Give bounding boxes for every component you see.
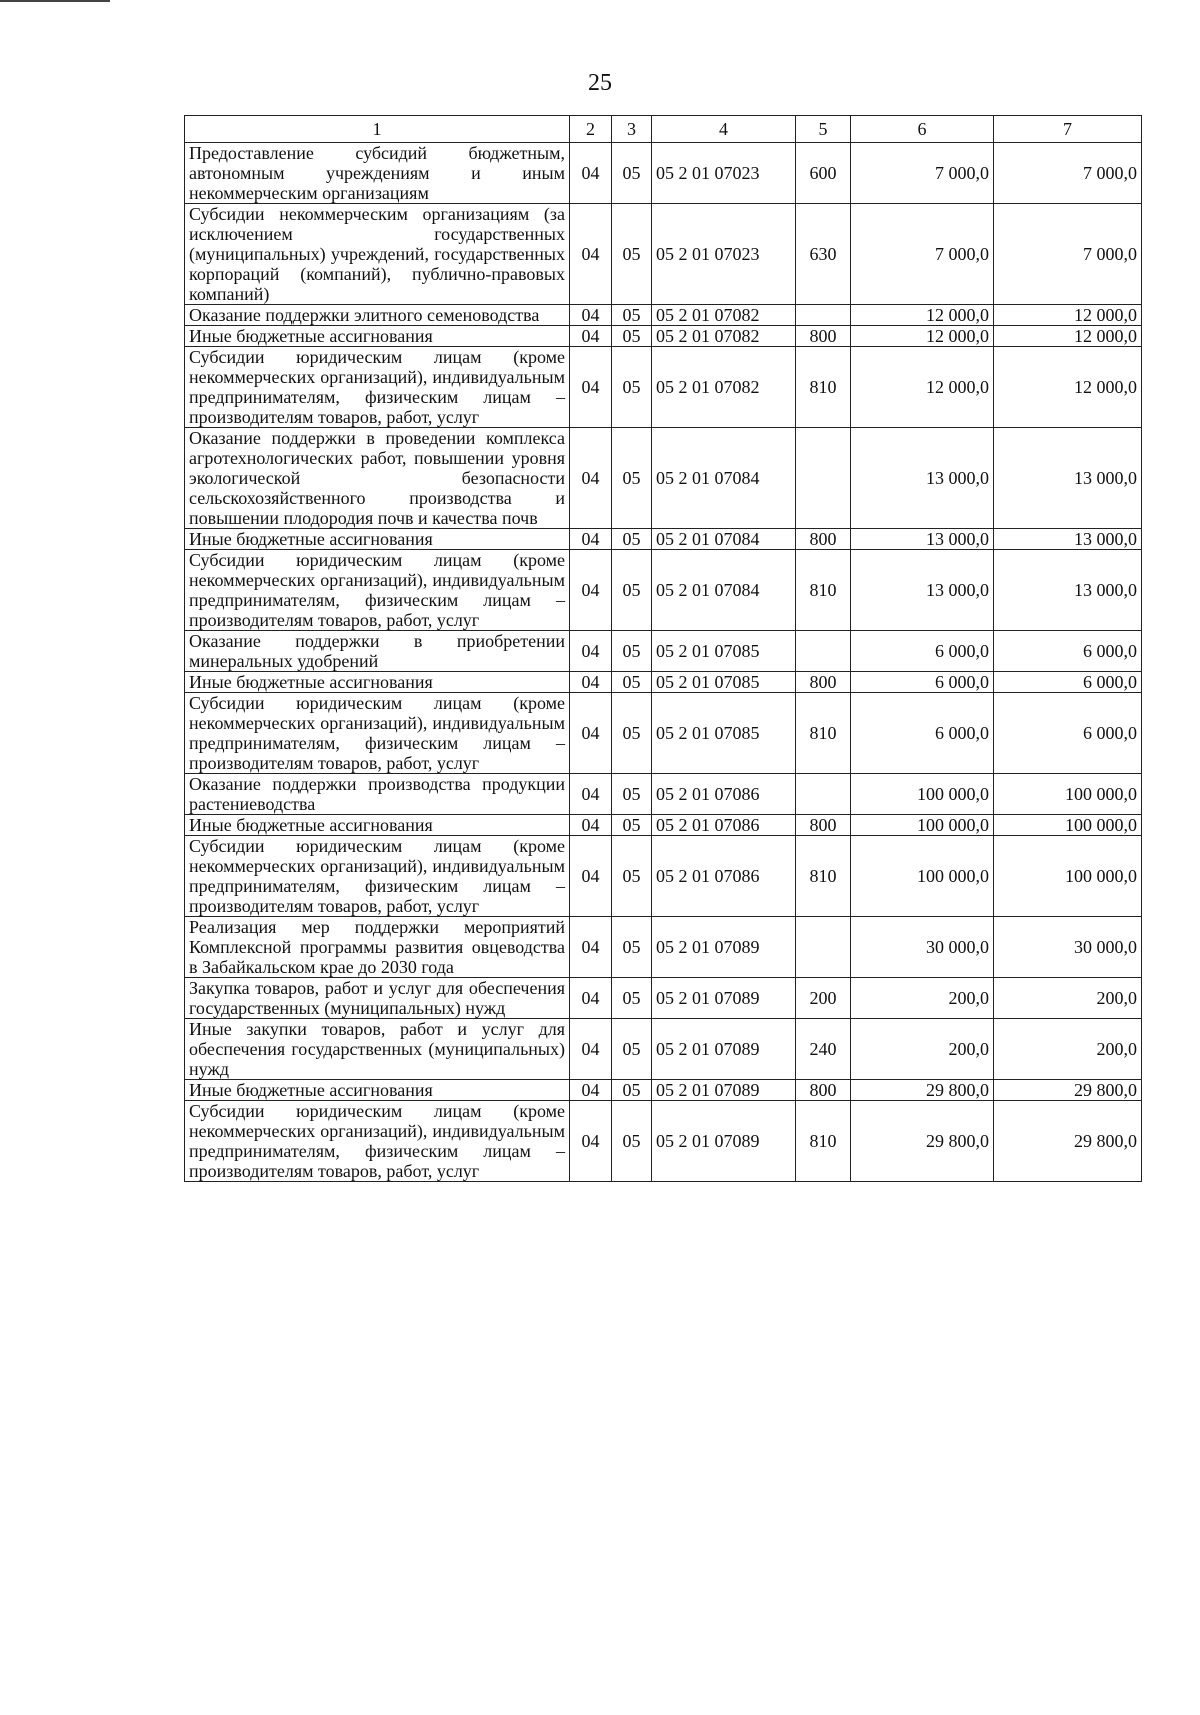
page-number: 25 bbox=[588, 70, 612, 96]
row-expense-type-cell: 800 bbox=[796, 815, 851, 836]
row-expense-type-cell: 810 bbox=[796, 1101, 851, 1182]
row-subsection-cell: 05 bbox=[612, 347, 652, 428]
row-subsection-cell: 05 bbox=[612, 326, 652, 347]
row-expense-type-cell: 600 bbox=[796, 143, 851, 204]
row-amount-cell: 200,0 bbox=[851, 978, 994, 1019]
row-amount-cell: 12 000,0 bbox=[994, 326, 1142, 347]
row-amount-cell: 200,0 bbox=[994, 978, 1142, 1019]
table-row bbox=[185, 1101, 1142, 1182]
table-row bbox=[185, 143, 1142, 204]
row-amount-cell: 29 800,0 bbox=[994, 1101, 1142, 1182]
header-cell: 2 bbox=[570, 116, 612, 143]
row-amount-cell: 12 000,0 bbox=[851, 347, 994, 428]
row-amount-cell: 13 000,0 bbox=[851, 550, 994, 631]
row-section-cell: 04 bbox=[570, 204, 612, 305]
row-section-cell: 04 bbox=[570, 672, 612, 693]
row-section-cell: 04 bbox=[570, 631, 612, 672]
row-target-article-cell: 05 2 01 07082 bbox=[652, 305, 796, 326]
row-amount-cell: 13 000,0 bbox=[994, 550, 1142, 631]
row-amount-cell: 29 800,0 bbox=[851, 1080, 994, 1101]
row-target-article-cell: 05 2 01 07023 bbox=[652, 204, 796, 305]
row-target-article-cell: 05 2 01 07089 bbox=[652, 1080, 796, 1101]
row-amount-cell: 13 000,0 bbox=[994, 428, 1142, 529]
row-name-cell: Субсидии юридическим лицам (кроме некоммерческих организаций), индивидуальным предпринимателям, физическим лицам – производителям товаров, работ, услуг bbox=[185, 550, 570, 631]
row-section-cell: 04 bbox=[570, 978, 612, 1019]
table-row bbox=[185, 347, 1142, 428]
row-expense-type-cell bbox=[796, 305, 851, 326]
row-subsection-cell: 05 bbox=[612, 143, 652, 204]
budget-table bbox=[184, 115, 1142, 1182]
table-row bbox=[185, 550, 1142, 631]
row-expense-type-cell bbox=[796, 631, 851, 672]
row-target-article-cell: 05 2 01 07089 bbox=[652, 1101, 796, 1182]
table-body bbox=[185, 143, 1142, 1182]
row-name-cell: Иные бюджетные ассигнования bbox=[185, 529, 570, 550]
row-name-cell: Иные бюджетные ассигнования bbox=[185, 326, 570, 347]
row-section-cell: 04 bbox=[570, 326, 612, 347]
row-amount-cell: 7 000,0 bbox=[994, 204, 1142, 305]
row-amount-cell: 29 800,0 bbox=[994, 1080, 1142, 1101]
row-amount-cell: 7 000,0 bbox=[851, 143, 994, 204]
row-amount-cell: 100 000,0 bbox=[851, 815, 994, 836]
row-subsection-cell: 05 bbox=[612, 774, 652, 815]
row-name-cell: Предоставление субсидий бюджетным, автономным учреждениям и иным некоммерческим организациям bbox=[185, 143, 570, 204]
row-amount-cell: 7 000,0 bbox=[851, 204, 994, 305]
table-row bbox=[185, 529, 1142, 550]
table-row bbox=[185, 326, 1142, 347]
row-amount-cell: 100 000,0 bbox=[994, 815, 1142, 836]
row-section-cell: 04 bbox=[570, 529, 612, 550]
row-target-article-cell: 05 2 01 07086 bbox=[652, 774, 796, 815]
row-amount-cell: 29 800,0 bbox=[851, 1101, 994, 1182]
row-section-cell: 04 bbox=[570, 774, 612, 815]
row-name-cell: Субсидии юридическим лицам (кроме некоммерческих организаций), индивидуальным предпринимателям, физическим лицам – производителям товаров, работ, услуг bbox=[185, 1101, 570, 1182]
row-section-cell: 04 bbox=[570, 143, 612, 204]
row-name-cell: Субсидии юридическим лицам (кроме некоммерческих организаций), индивидуальным предпринимателям, физическим лицам – производителям товаров, работ, услуг bbox=[185, 693, 570, 774]
row-section-cell: 04 bbox=[570, 1101, 612, 1182]
header-cell: 5 bbox=[796, 116, 851, 143]
row-name-cell: Субсидии юридическим лицам (кроме некоммерческих организаций), индивидуальным предпринимателям, физическим лицам – производителям товаров, работ, услуг bbox=[185, 347, 570, 428]
row-name-cell: Иные бюджетные ассигнования bbox=[185, 672, 570, 693]
row-amount-cell: 13 000,0 bbox=[994, 529, 1142, 550]
row-subsection-cell: 05 bbox=[612, 428, 652, 529]
row-subsection-cell: 05 bbox=[612, 305, 652, 326]
header-cell: 4 bbox=[652, 116, 796, 143]
row-amount-cell: 6 000,0 bbox=[851, 672, 994, 693]
row-amount-cell: 200,0 bbox=[994, 1019, 1142, 1080]
row-section-cell: 04 bbox=[570, 693, 612, 774]
row-subsection-cell: 05 bbox=[612, 529, 652, 550]
row-target-article-cell: 05 2 01 07089 bbox=[652, 978, 796, 1019]
row-expense-type-cell: 800 bbox=[796, 326, 851, 347]
row-amount-cell: 30 000,0 bbox=[994, 917, 1142, 978]
table-row bbox=[185, 774, 1142, 815]
table-row bbox=[185, 836, 1142, 917]
table-row bbox=[185, 815, 1142, 836]
header-cell: 6 bbox=[851, 116, 994, 143]
header-cell: 7 bbox=[994, 116, 1142, 143]
row-amount-cell: 100 000,0 bbox=[851, 836, 994, 917]
header-cell: 1 bbox=[185, 116, 570, 143]
row-amount-cell: 6 000,0 bbox=[994, 693, 1142, 774]
row-target-article-cell: 05 2 01 07086 bbox=[652, 836, 796, 917]
row-subsection-cell: 05 bbox=[612, 917, 652, 978]
row-amount-cell: 13 000,0 bbox=[851, 529, 994, 550]
row-name-cell: Субсидии юридическим лицам (кроме некоммерческих организаций), индивидуальным предпринимателям, физическим лицам – производителям товаров, работ, услуг bbox=[185, 836, 570, 917]
row-expense-type-cell: 810 bbox=[796, 836, 851, 917]
row-subsection-cell: 05 bbox=[612, 204, 652, 305]
table-row bbox=[185, 978, 1142, 1019]
row-target-article-cell: 05 2 01 07085 bbox=[652, 672, 796, 693]
row-target-article-cell: 05 2 01 07023 bbox=[652, 143, 796, 204]
table-row bbox=[185, 917, 1142, 978]
row-target-article-cell: 05 2 01 07085 bbox=[652, 631, 796, 672]
row-subsection-cell: 05 bbox=[612, 693, 652, 774]
row-amount-cell: 100 000,0 bbox=[851, 774, 994, 815]
row-name-cell: Оказание поддержки элитного семеноводства bbox=[185, 305, 570, 326]
table-row bbox=[185, 672, 1142, 693]
row-expense-type-cell: 810 bbox=[796, 550, 851, 631]
row-expense-type-cell: 800 bbox=[796, 529, 851, 550]
row-amount-cell: 6 000,0 bbox=[851, 631, 994, 672]
table-row bbox=[185, 693, 1142, 774]
header-row bbox=[185, 116, 1142, 143]
row-subsection-cell: 05 bbox=[612, 1101, 652, 1182]
table-row bbox=[185, 1019, 1142, 1080]
row-amount-cell: 6 000,0 bbox=[851, 693, 994, 774]
row-section-cell: 04 bbox=[570, 815, 612, 836]
row-amount-cell: 12 000,0 bbox=[851, 326, 994, 347]
row-expense-type-cell: 240 bbox=[796, 1019, 851, 1080]
row-target-article-cell: 05 2 01 07084 bbox=[652, 529, 796, 550]
row-expense-type-cell: 810 bbox=[796, 693, 851, 774]
row-section-cell: 04 bbox=[570, 917, 612, 978]
row-expense-type-cell bbox=[796, 917, 851, 978]
row-amount-cell: 30 000,0 bbox=[851, 917, 994, 978]
table-row bbox=[185, 1080, 1142, 1101]
row-name-cell: Закупка товаров, работ и услуг для обеспечения государственных (муниципальных) нужд bbox=[185, 978, 570, 1019]
row-target-article-cell: 05 2 01 07084 bbox=[652, 428, 796, 529]
row-subsection-cell: 05 bbox=[612, 672, 652, 693]
row-name-cell: Субсидии некоммерческим организациям (за исключением государственных (муниципальных) учреждений, государственных корпораций (компаний), публично-правовых компаний) bbox=[185, 204, 570, 305]
row-section-cell: 04 bbox=[570, 1019, 612, 1080]
table-row bbox=[185, 428, 1142, 529]
row-amount-cell: 13 000,0 bbox=[851, 428, 994, 529]
header-cell: 3 bbox=[612, 116, 652, 143]
row-target-article-cell: 05 2 01 07082 bbox=[652, 326, 796, 347]
row-section-cell: 04 bbox=[570, 1080, 612, 1101]
row-subsection-cell: 05 bbox=[612, 1080, 652, 1101]
row-subsection-cell: 05 bbox=[612, 1019, 652, 1080]
row-amount-cell: 6 000,0 bbox=[994, 672, 1142, 693]
row-target-article-cell: 05 2 01 07085 bbox=[652, 693, 796, 774]
row-amount-cell: 6 000,0 bbox=[994, 631, 1142, 672]
table-row bbox=[185, 204, 1142, 305]
row-expense-type-cell bbox=[796, 428, 851, 529]
row-subsection-cell: 05 bbox=[612, 550, 652, 631]
row-target-article-cell: 05 2 01 07084 bbox=[652, 550, 796, 631]
row-expense-type-cell: 810 bbox=[796, 347, 851, 428]
row-name-cell: Оказание поддержки в проведении комплекса агротехнологических работ, повышении уровня экологической безопасности сельскохозяйственного производства и повышении плодородия почв и качества почв bbox=[185, 428, 570, 529]
row-name-cell: Оказание поддержки в приобретении минеральных удобрений bbox=[185, 631, 570, 672]
row-expense-type-cell: 630 bbox=[796, 204, 851, 305]
row-subsection-cell: 05 bbox=[612, 631, 652, 672]
row-amount-cell: 12 000,0 bbox=[994, 347, 1142, 428]
row-expense-type-cell bbox=[796, 774, 851, 815]
row-subsection-cell: 05 bbox=[612, 836, 652, 917]
row-section-cell: 04 bbox=[570, 347, 612, 428]
table-row bbox=[185, 305, 1142, 326]
row-amount-cell: 12 000,0 bbox=[851, 305, 994, 326]
row-name-cell: Иные закупки товаров, работ и услуг для обеспечения государственных (муниципальных) нужд bbox=[185, 1019, 570, 1080]
row-name-cell: Реализация мер поддержки мероприятий Комплексной программы развития овцеводства в Забайкальском крае до 2030 года bbox=[185, 917, 570, 978]
row-subsection-cell: 05 bbox=[612, 815, 652, 836]
row-section-cell: 04 bbox=[570, 836, 612, 917]
row-amount-cell: 12 000,0 bbox=[994, 305, 1142, 326]
table-row bbox=[185, 631, 1142, 672]
row-name-cell: Оказание поддержки производства продукции растениеводства bbox=[185, 774, 570, 815]
row-target-article-cell: 05 2 01 07089 bbox=[652, 917, 796, 978]
row-section-cell: 04 bbox=[570, 550, 612, 631]
row-amount-cell: 100 000,0 bbox=[994, 774, 1142, 815]
row-expense-type-cell: 800 bbox=[796, 1080, 851, 1101]
row-section-cell: 04 bbox=[570, 305, 612, 326]
row-target-article-cell: 05 2 01 07089 bbox=[652, 1019, 796, 1080]
row-subsection-cell: 05 bbox=[612, 978, 652, 1019]
scan-edge-mark bbox=[0, 0, 110, 2]
row-amount-cell: 100 000,0 bbox=[994, 836, 1142, 917]
row-target-article-cell: 05 2 01 07082 bbox=[652, 347, 796, 428]
row-section-cell: 04 bbox=[570, 428, 612, 529]
row-target-article-cell: 05 2 01 07086 bbox=[652, 815, 796, 836]
row-amount-cell: 7 000,0 bbox=[994, 143, 1142, 204]
row-expense-type-cell: 800 bbox=[796, 672, 851, 693]
row-name-cell: Иные бюджетные ассигнования bbox=[185, 815, 570, 836]
row-name-cell: Иные бюджетные ассигнования bbox=[185, 1080, 570, 1101]
row-expense-type-cell: 200 bbox=[796, 978, 851, 1019]
row-amount-cell: 200,0 bbox=[851, 1019, 994, 1080]
